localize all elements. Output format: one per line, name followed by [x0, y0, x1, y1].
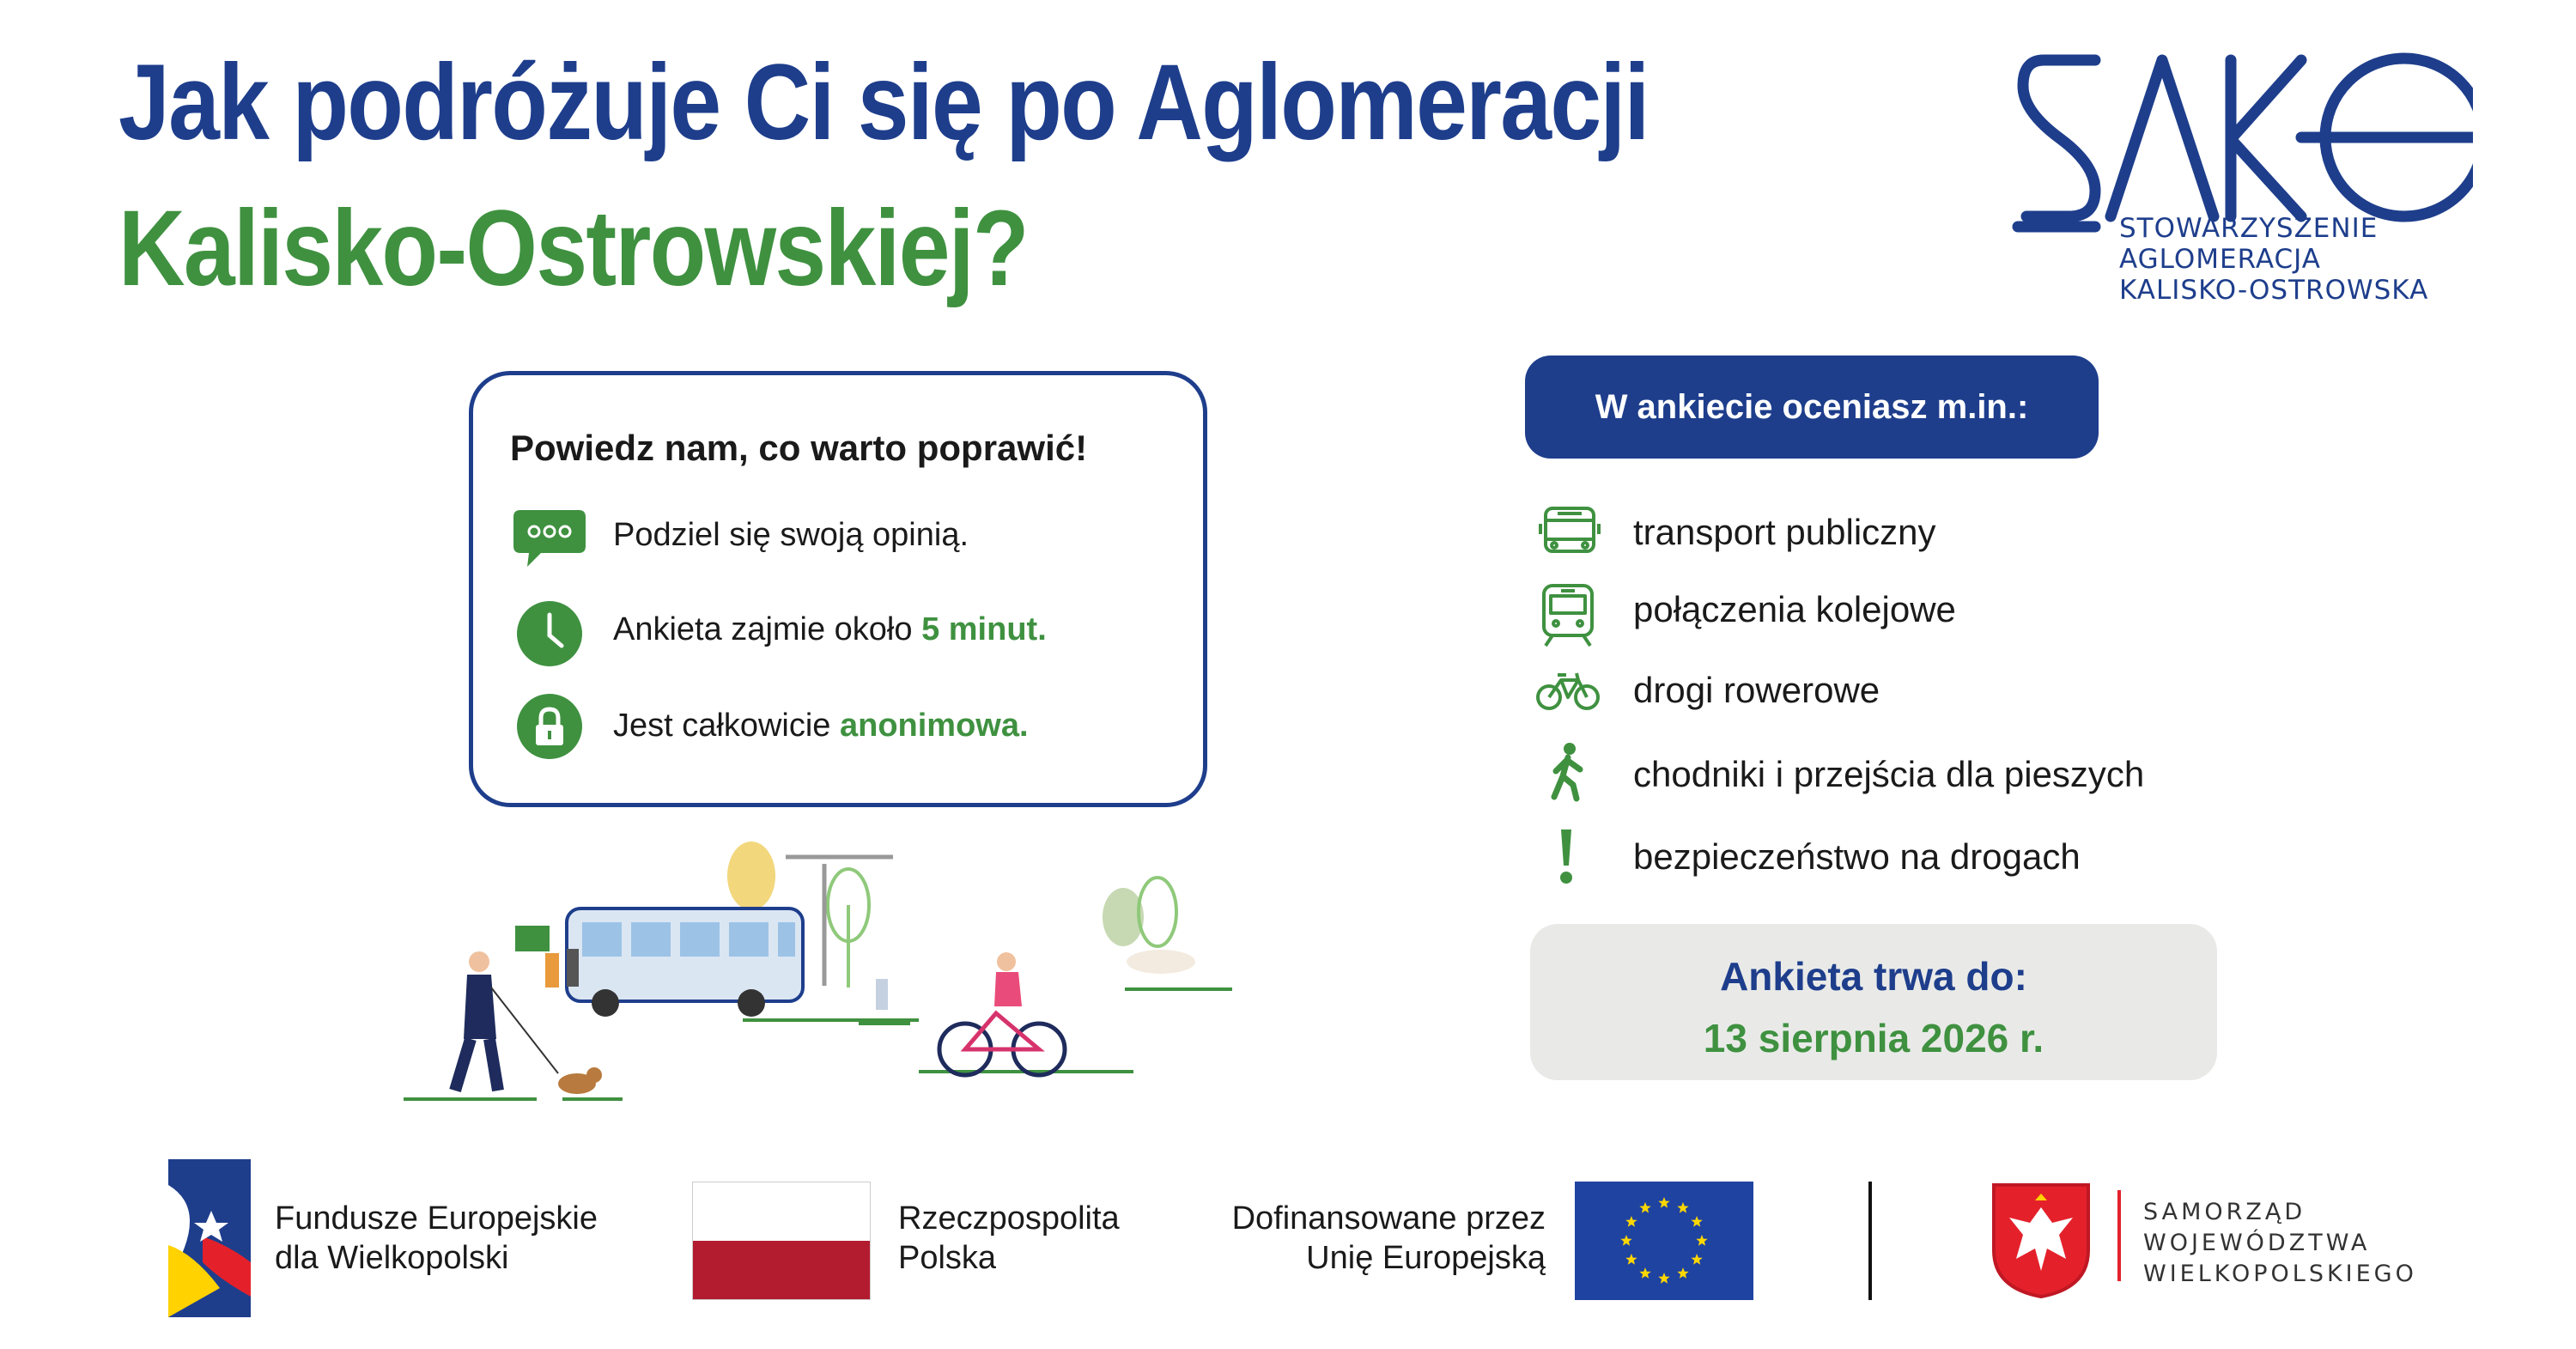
- footer-divider: [1868, 1182, 1872, 1300]
- anonymous-highlight: anonimowa.: [839, 708, 1029, 744]
- eu-flag: [1575, 1182, 1753, 1300]
- survey-item-public-transport: transport publiczny: [1633, 512, 1936, 552]
- eu-funding-label: Dofinansowane przez Unię Europejską: [1231, 1200, 1546, 1276]
- swp-red-bar: [2117, 1190, 2121, 1281]
- info-row-anonymous: Jest całkowicie anonimowa.: [613, 708, 1029, 744]
- train-icon: [1539, 580, 1597, 649]
- survey-item-bike-roads: drogi rowerowe: [1633, 670, 1880, 710]
- swp-label: SAMORZĄD WOJEWÓDZTWA WIELKOPOLSKIEGO: [2143, 1199, 2417, 1287]
- sako-logo-text: [2119, 213, 2428, 306]
- logo-line-2: AGLOMERACJA: [2119, 244, 2321, 275]
- exclamation-icon: [1558, 826, 1575, 886]
- deadline-label: Ankieta trwa do:: [1720, 954, 2027, 999]
- page-title: Jak podróżuje Ci się po Aglomeracji: [118, 43, 1649, 162]
- survey-item-road-safety: bezpieczeństwo na drogach: [1633, 836, 2081, 877]
- page-subtitle: Kalisko-Ostrowskiej?: [118, 189, 1028, 308]
- survey-item-sidewalks: chodniki i przejścia dla pieszych: [1633, 754, 2145, 794]
- rp-label: Rzeczpospolita Polska: [898, 1200, 1120, 1276]
- fundusze-europejskie-logo: [168, 1159, 251, 1317]
- wielkopolska-coat-of-arms: [1990, 1182, 2092, 1300]
- fe-label: Fundusze Europejskie dla Wielkopolski: [275, 1200, 598, 1276]
- city-illustration: [395, 833, 1271, 1116]
- deadline-date: 13 sierpnia 2026 r.: [1703, 1016, 2044, 1060]
- lock-icon: [515, 692, 584, 761]
- info-row-opinion: Podziel się swoją opinią.: [613, 517, 969, 553]
- survey-pill: W ankiecie oceniasz m.in.:: [1525, 355, 2099, 459]
- bus-icon: [1539, 503, 1601, 560]
- logo-line-1: STOWARZYSZENIE: [2119, 213, 2379, 244]
- survey-item-railway: połączenia kolejowe: [1633, 589, 1956, 629]
- chat-bubble-icon: [512, 507, 587, 572]
- logo-line-3: KALISKO-OSTROWSKA: [2119, 275, 2429, 306]
- info-row-duration: Ankieta zajmie około 5 minut.: [613, 611, 1047, 647]
- clock-icon: [515, 599, 584, 668]
- duration-highlight: 5 minut.: [921, 611, 1047, 647]
- bicycle-icon: [1535, 670, 1601, 713]
- deadline-box: [1530, 924, 2217, 1080]
- pedestrian-icon: [1546, 742, 1590, 802]
- polish-flag: [692, 1182, 871, 1300]
- info-box-heading: Powiedz nam, co warto poprawić!: [510, 428, 1088, 468]
